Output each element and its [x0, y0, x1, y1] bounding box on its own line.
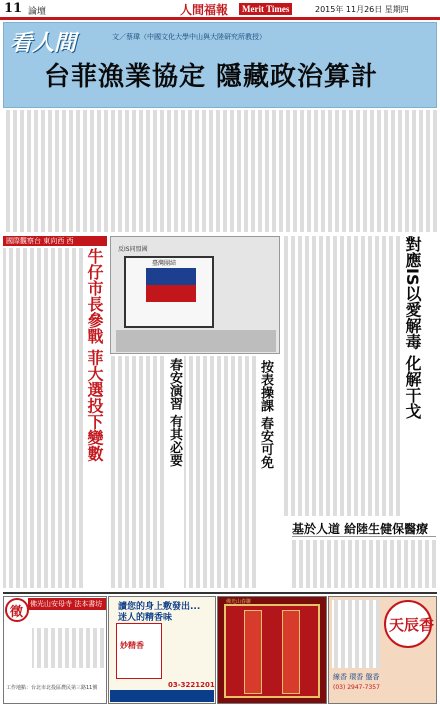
merit-times-badge: Merit Times	[239, 3, 292, 15]
mid-story-body-2	[110, 356, 164, 588]
ad4-text-block	[332, 600, 380, 668]
column-tag: 國際觀察台 東向西 西	[6, 237, 74, 245]
ad2-subtitle: 迷人的精香味	[118, 613, 173, 623]
divider	[292, 536, 436, 537]
bottom-story-headline[interactable]: 基於人道 給陸生健保醫療	[292, 522, 429, 536]
page-number: 11	[4, 1, 23, 16]
ad1-title: 佛光山安母寺 法本書坊	[30, 600, 103, 608]
couplet-scroll-left	[244, 610, 262, 694]
column-logo: 看人間	[10, 30, 77, 56]
left-story-headline[interactable]: 牛仔市長參戰 菲大選投下變數	[85, 248, 104, 462]
ad2-brand: 妙精香	[120, 641, 144, 650]
bottom-story-body	[292, 540, 436, 588]
mid-story-body-1	[184, 356, 256, 588]
ad1-body	[32, 628, 104, 668]
ad2-phone: 03-3221201	[168, 681, 215, 689]
byline: 文／蔡瑋（中國文化大學中山與大陸研究所教授）	[112, 33, 266, 41]
couplet-scroll-right	[282, 610, 300, 694]
newspaper-logo: 人間福報	[180, 3, 229, 17]
couplet-panel	[224, 604, 320, 698]
ad4-phone: (03) 2947-7357	[333, 684, 380, 691]
flag-red-field	[146, 285, 196, 302]
ad4-brand: 天辰香	[389, 616, 435, 634]
recruit-glyph: 徵	[10, 605, 24, 620]
cartoon-caption: 臺灣團結	[152, 260, 177, 267]
product-box	[116, 623, 162, 679]
left-story-body	[3, 248, 83, 588]
ad3-caption: 佛光山春聯	[226, 599, 252, 605]
right-story-body	[284, 236, 400, 516]
ad4-tagline: 線香 環香 盤香	[333, 673, 380, 681]
right-story-headline[interactable]: 對應IS以愛解毒 化解干戈	[403, 236, 422, 420]
mid-story-headline-2[interactable]: 春安演習 有其必要	[167, 358, 182, 467]
section-label: 論壇	[28, 7, 47, 17]
lead-article-body	[3, 110, 437, 232]
cartoon-figures	[116, 330, 276, 352]
ad1-footer: 工作地點：台北市北投區農民第三路11號	[6, 685, 98, 691]
dateline: 2015年 11月26日 星期四	[315, 5, 409, 14]
cartoon-title: 反IS同盟國	[118, 246, 148, 253]
mid-story-headline-1[interactable]: 按表操課 春安可免	[258, 360, 273, 469]
lead-headline[interactable]: 台菲漁業協定 隱藏政治算計	[44, 62, 379, 92]
ad2-title: 讀您的身上敷發出...	[118, 602, 201, 612]
ad2-footer-strip	[110, 690, 214, 702]
